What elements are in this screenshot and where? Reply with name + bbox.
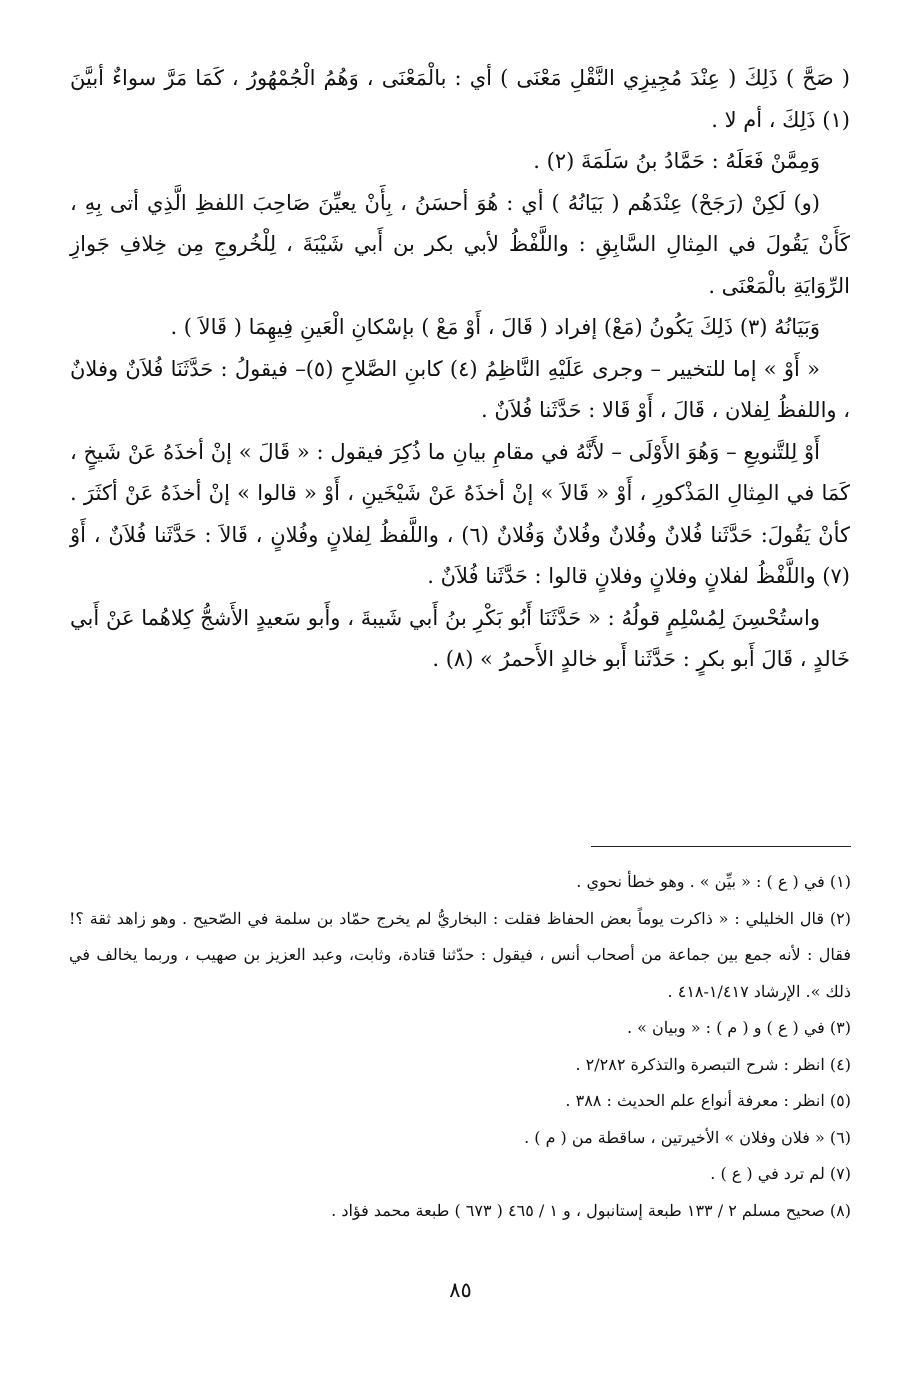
footnote-number: (٨) (829, 1200, 851, 1220)
footnote-text: صحيح مسلم ٢ / ١٣٣ طبعة إستانبول ، و ١ / ٤٦٥ ( ٦٧٣ ) طبعة محمد فؤاد . (331, 1200, 825, 1220)
footnote-4 (69, 1047, 851, 1084)
footnote-7 (69, 1156, 851, 1193)
footnotes (69, 864, 851, 1229)
paragraph-6: أَوْ لِلتَّنويعِ – وَهُوَ الأَوْلَى – لأَنَّهُ في مقامِ بيانِ ما ذُكِرَ فيقول : « قَالَ » إنْ أخذَهُ عَنْ شَيخٍ ، كَمَا في المِثالِ المَذْكورِ ، أَوْ « قَالاَ » إنْ أخذَهُ عَنْ شَيْخَينِ ، أَوْ « قالوا » إنْ أخذَهُ عَنْ أكثَرَ . كأنْ يَقُولَ: حَدَّثَنا فُلانٌ وفُلانٌ وفُلانٌ وَفُلانٌ (٦) ، واللَّفظُ لِفلانٍ وفُلانٍ ، قَالاَ : حَدَّثَنا فُلاَنٌ ، أَوْ (٧) واللَّفْظُ لفلانٍ وفلانٍ وفلانٍ قالوا : حَدَّثَنا فُلاَنٌ . (70, 439, 851, 588)
footnote-number: (٢) (829, 908, 851, 928)
paragraph-7: واستُحْسِنَ لِمُسْلِمٍ قولُهُ : « حَدَّثَنَا أَبُو بَكْرِ بنُ أَبي شَيبةَ ، وأَبو سَعيدٍ الأَشجُّ كِلاهُما عَنْ أَبي خَالدٍ ، قَالَ أَبو بكرٍ : حَدَّثَنا أَبو خالدٍ الأَحمرُ » (٨) . (70, 605, 850, 671)
footnote-text: « فلان وفلان » الأخيرتين ، ساقطة من ( م ) . (524, 1127, 825, 1147)
footnote-text: انظر : شرح التبصرة والتذكرة ٢/٢٨٢ . (575, 1054, 825, 1074)
footnote-number: (٣) (829, 1018, 851, 1037)
paragraph-5: « أَوْ » إما للتخيير – وجرى عَلَيْهِ النَّاظِمُ (٤) كابنِ الصَّلاحِ (٥)– فيقولُ : حَدَّثَنَا فُلاَنٌ وفلانٌ ، واللفظُ لِفلان ، قَالَ ، أَوْ قَالا : حَدَّثَنا فُلاَنٌ . (70, 356, 850, 422)
footnote-text: في ( ع ) و ( م ) : « وبيان » . (626, 1018, 825, 1037)
footnote-2 (69, 901, 851, 1011)
footnote-text: قال الخليلي : « ذاكرت يوماً بعض الحفاظ فقلت : البخاريُّ لم يخرج حمّاد بن سلمة في الصّحيح . وهو زاهد ثقة ؟! فقال : لأنه جمع بين جماعة من أصحاب أنس ، فيقول : حدّثنا قتادة، وثابت، وعبد العزيز بن صهيب ، وربما يخالف في ذلك ». الإرشاد ١/٤١٧-٤١٨ . (69, 908, 851, 1001)
footnote-number: (٧) (829, 1164, 851, 1183)
footnote-text: انظر : معرفة أنواع علم الحديث : ٣٨٨ . (565, 1091, 825, 1110)
footnote-1 (69, 864, 851, 901)
footnote-separator (591, 846, 851, 847)
paragraph-3: (و) لَكِنْ (رَجَحْ) عِنْدَهُم ( بَيَانُهُ ) أي : هُوَ أحسَنُ ، بِأَنْ يعيِّنَ صَاحِبَ اللفظِ الَّذِي أتى بِهِ ، كَأَنْ يَقُولَ في المِثالِ السَّابِقِ : واللَّفْظُ لأبي بكر بن أَبي شَيْبَةَ ، لِلْخُروجِ مِن خِلافِ جَوازِ الرِّوَايَةِ بالْمَعْنَى . (70, 190, 850, 298)
footnote-number: (١) (829, 872, 851, 891)
footnote-5 (69, 1083, 851, 1120)
paragraph-2: وَمِمَّنْ فَعَلَهُ : حَمَّادُ بنُ سَلَمَةَ (٢) . (533, 149, 820, 173)
paragraph-1: ( صَحَّ ) ذَلِكَ ( عِنْدَ مُجِيزِي النَّقْلِ مَعْنَى ) أي : بالْمَعْنَى ، وَهُمُ الْجُمْهُورُ ، كَمَا مَرَّ سواءٌ أبيَّنَ (١) ذَلِكَ ، أم لا . (70, 66, 850, 132)
footnote-6 (69, 1120, 851, 1157)
footnote-3 (69, 1010, 851, 1047)
footnote-8 (69, 1193, 851, 1230)
paragraph-4: وَبَيَانُهُ (٣) ذَلِكَ يَكُونُ (مَعْ) إفراد ( قَالَ ، أَوْ مَعْ ) بإسْكانِ الْعَينِ فِيهِمَا ( قَالاَ ) . (170, 315, 820, 339)
page-number: ٨٥ (449, 1278, 472, 1302)
footnote-number: (٦) (829, 1127, 851, 1147)
footnote-number: (٥) (829, 1091, 851, 1110)
footnote-number: (٤) (829, 1054, 851, 1074)
main-text (70, 58, 850, 681)
footnote-text: لم ترد في ( ع ) . (710, 1164, 825, 1183)
footnote-text: في ( ع ) : « بيِّن » . وهو خطأ نحوي . (576, 872, 825, 891)
page-content (70, 58, 850, 681)
